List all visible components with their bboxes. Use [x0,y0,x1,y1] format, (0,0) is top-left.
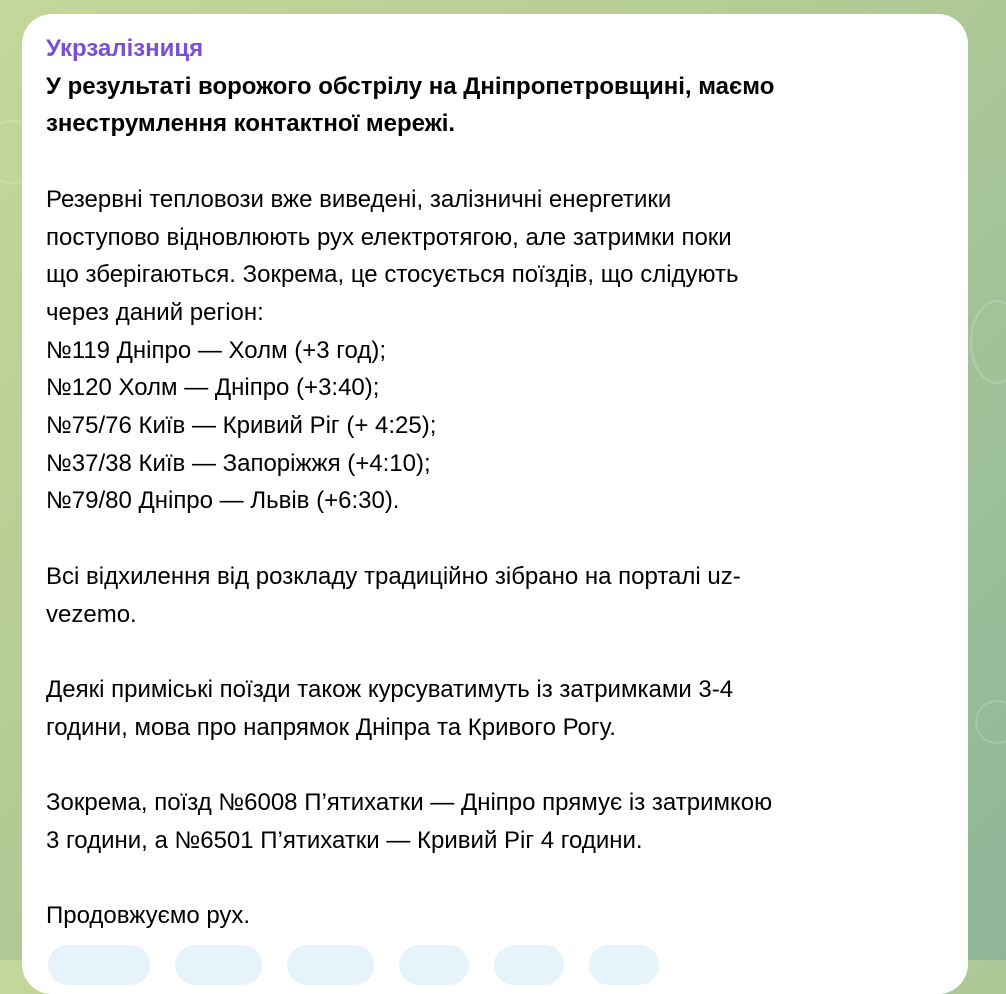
body-line: 3 години, а №6501 П’ятихатки — Кривий Ріг 4 години. [46,826,643,854]
reaction-button[interactable] [175,945,262,985]
sender-name[interactable]: Укрзалізниця [46,35,204,62]
train-delay: №75/76 Київ — Кривий Ріг (+ 4:25); [46,412,437,440]
train-delay: №79/80 Дніпро — Львів (+6:30). [46,487,400,515]
body-line: vezemo. [46,600,137,628]
body-line: Деякі приміські поїзди також курсуватимуть із затримками 3-4 [46,675,734,703]
background-doodle [975,700,1006,744]
heading-line: У результаті ворожого обстрілу на Дніпропетровщині, маємо [46,72,775,100]
body-line: що зберігаються. Зокрема, це стосується поїздів, що слідують [46,261,739,289]
reactions-bar [48,945,659,985]
reaction-button[interactable] [589,945,659,985]
body-line: Продовжуємо рух. [46,902,251,930]
message-content [46,30,946,935]
body-line: години, мова про напрямок Дніпра та Кривого Рогу. [46,713,616,741]
reaction-button[interactable] [48,945,150,985]
background-doodle [970,300,1006,384]
reaction-button[interactable] [494,945,564,985]
body-line: Резервні тепловози вже виведені, залізничні енергетики [46,185,672,213]
train-delay: №120 Холм — Дніпро (+3:40); [46,374,380,402]
reaction-button[interactable] [287,945,374,985]
body-line: Всі відхилення від розкладу традиційно зібрано на порталі uz- [46,562,741,590]
train-delay: №119 Дніпро — Холм (+3 год); [46,336,387,364]
body-line: Зокрема, поїзд №6008 П’ятихатки — Дніпро прямує із затримкою [46,789,773,816]
reaction-button[interactable] [399,945,469,985]
train-delay: №37/38 Київ — Запоріжжя (+4:10); [46,449,431,477]
heading-line: знеструмлення контактної мережі. [46,110,456,138]
body-line: через даний регіон: [46,298,264,326]
body-line: поступово відновлюють рух електротягою, але затримки поки [46,223,732,251]
